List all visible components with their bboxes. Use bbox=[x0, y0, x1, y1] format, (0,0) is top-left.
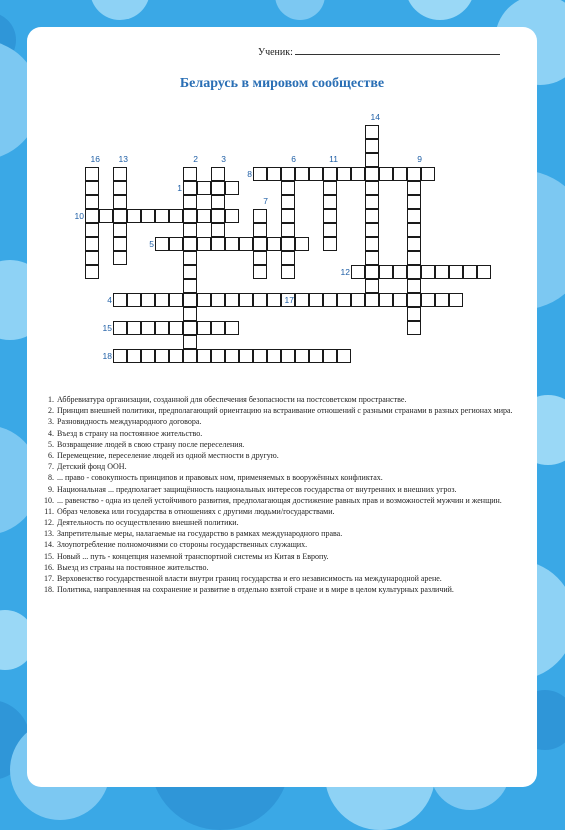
clue-item-text: Запретительные меры, налагаемые на государство в рамках международного права. bbox=[57, 529, 343, 539]
clue-item-text: Перемещение, переселение людей из одной местности в другую. bbox=[57, 450, 279, 460]
clue-number-label: 2 bbox=[193, 154, 198, 164]
clue-item bbox=[37, 406, 522, 415]
crossword-cell[interactable] bbox=[407, 293, 421, 307]
crossword-cell[interactable] bbox=[365, 209, 379, 223]
clue-number-label: 4 bbox=[107, 295, 112, 305]
clue-item bbox=[37, 395, 522, 404]
crossword-cell[interactable] bbox=[127, 293, 141, 307]
crossword-cell[interactable] bbox=[197, 237, 211, 251]
crossword-cell[interactable] bbox=[85, 167, 99, 181]
clue-item-text: Возвращение людей в свою страну после переселения. bbox=[57, 439, 245, 449]
clue-item-number: 15. bbox=[44, 551, 54, 561]
crossword-cell[interactable] bbox=[183, 321, 197, 335]
clue-item-number: 13. bbox=[44, 529, 54, 539]
clue-item-number: 10. bbox=[44, 495, 54, 505]
crossword-cell[interactable] bbox=[239, 237, 253, 251]
clue-item-number: 16. bbox=[44, 562, 54, 572]
clue-item-number: 6. bbox=[48, 450, 54, 460]
crossword-cell[interactable] bbox=[477, 265, 491, 279]
crossword-cell[interactable] bbox=[365, 139, 379, 153]
crossword-cell[interactable] bbox=[211, 293, 225, 307]
clue-item bbox=[37, 473, 522, 482]
crossword-cell[interactable] bbox=[211, 181, 225, 195]
crossword-cell[interactable] bbox=[239, 293, 253, 307]
crossword-cell[interactable] bbox=[113, 167, 127, 181]
clue-item bbox=[37, 540, 522, 549]
clue-item-text: Новый ... путь - концепция наземной транспортной системы из Китая в Европу. bbox=[57, 551, 329, 561]
clue-number-label: 5 bbox=[149, 239, 154, 249]
clue-number-label: 6 bbox=[291, 154, 296, 164]
crossword-cell[interactable] bbox=[407, 321, 421, 335]
clue-item bbox=[37, 574, 522, 583]
crossword-cell[interactable] bbox=[183, 167, 197, 181]
crossword-cell[interactable] bbox=[197, 321, 211, 335]
crossword-cell[interactable] bbox=[113, 181, 127, 195]
page-title: Беларусь в мировом сообществе bbox=[179, 76, 385, 91]
clue-item bbox=[37, 552, 522, 561]
crossword-cell[interactable] bbox=[169, 237, 183, 251]
crossword-cell[interactable] bbox=[155, 237, 169, 251]
clue-item-number: 14. bbox=[44, 540, 54, 550]
crossword-cell[interactable] bbox=[407, 307, 421, 321]
crossword-cell[interactable] bbox=[211, 167, 225, 181]
crossword-cell[interactable] bbox=[407, 181, 421, 195]
crossword-cell[interactable] bbox=[253, 223, 267, 237]
crossword-cell[interactable] bbox=[407, 279, 421, 293]
crossword-cell[interactable] bbox=[85, 237, 99, 251]
crossword-cell[interactable] bbox=[379, 167, 393, 181]
crossword-cell[interactable] bbox=[113, 321, 127, 335]
crossword-cell[interactable] bbox=[365, 237, 379, 251]
crossword-cell[interactable] bbox=[211, 237, 225, 251]
clue-item bbox=[37, 585, 522, 594]
crossword-cell[interactable] bbox=[365, 251, 379, 265]
crossword-cell[interactable] bbox=[281, 209, 295, 223]
clue-item-text: ... равенство - одна из целей устойчивого развития, предполагающая достижение равных прав и возможностей мужчин и женщин. bbox=[57, 495, 502, 505]
crossword-cell[interactable] bbox=[239, 349, 253, 363]
crossword-cell[interactable] bbox=[85, 195, 99, 209]
clue-number-label: 1 bbox=[177, 183, 182, 193]
crossword-cell[interactable] bbox=[323, 223, 337, 237]
crossword-cell[interactable] bbox=[351, 167, 365, 181]
crossword-cell[interactable] bbox=[183, 251, 197, 265]
crossword-cell[interactable] bbox=[183, 307, 197, 321]
clue-number-label: 13 bbox=[118, 154, 128, 164]
crossword-cell[interactable] bbox=[211, 321, 225, 335]
crossword-cell[interactable] bbox=[379, 293, 393, 307]
clue-item-number: 4. bbox=[48, 428, 54, 438]
crossword-cell[interactable] bbox=[197, 209, 211, 223]
crossword-cell[interactable] bbox=[323, 293, 337, 307]
crossword-cell[interactable] bbox=[407, 265, 421, 279]
crossword-cell[interactable] bbox=[183, 279, 197, 293]
crossword-cell[interactable] bbox=[407, 209, 421, 223]
crossword-cell[interactable] bbox=[323, 349, 337, 363]
crossword-cell[interactable] bbox=[435, 265, 449, 279]
clue-item-text: Верховенство государственной власти внутри границ государства и его независимость на международной арене. bbox=[57, 574, 442, 583]
crossword-cell[interactable] bbox=[393, 293, 407, 307]
crossword-cell[interactable] bbox=[253, 293, 267, 307]
crossword-cell[interactable] bbox=[295, 349, 309, 363]
crossword-cell[interactable] bbox=[309, 293, 323, 307]
clue-number-label: 12 bbox=[340, 267, 350, 277]
crossword-cell[interactable] bbox=[225, 181, 239, 195]
crossword-cell[interactable] bbox=[267, 237, 281, 251]
crossword-cell[interactable] bbox=[225, 349, 239, 363]
clue-item-number: 17. bbox=[44, 574, 54, 583]
crossword-cell[interactable] bbox=[85, 265, 99, 279]
crossword-cell[interactable] bbox=[127, 209, 141, 223]
crossword-cell[interactable] bbox=[379, 265, 393, 279]
crossword-cell[interactable] bbox=[211, 209, 225, 223]
crossword-grid bbox=[0, 0, 565, 400]
crossword-cell[interactable] bbox=[435, 293, 449, 307]
clue-number-label: 3 bbox=[221, 154, 226, 164]
clue-item-number: 2. bbox=[48, 406, 54, 416]
crossword-cell[interactable] bbox=[113, 251, 127, 265]
crossword-cell[interactable] bbox=[393, 167, 407, 181]
clue-item bbox=[37, 518, 522, 527]
crossword-cell[interactable] bbox=[183, 293, 197, 307]
crossword-cell[interactable] bbox=[211, 195, 225, 209]
crossword-cell[interactable] bbox=[127, 349, 141, 363]
crossword-cell[interactable] bbox=[281, 223, 295, 237]
clue-item bbox=[37, 462, 522, 471]
crossword-cell[interactable] bbox=[183, 335, 197, 349]
crossword-cell[interactable] bbox=[113, 209, 127, 223]
crossword-cell[interactable] bbox=[407, 223, 421, 237]
crossword-cell[interactable] bbox=[365, 195, 379, 209]
crossword-cell[interactable] bbox=[169, 209, 183, 223]
crossword-cell[interactable] bbox=[295, 293, 309, 307]
crossword-cell[interactable] bbox=[141, 293, 155, 307]
clue-item-number: 7. bbox=[48, 462, 54, 472]
crossword-cell[interactable] bbox=[295, 167, 309, 181]
clue-item-number: 11. bbox=[44, 506, 54, 516]
clue-item bbox=[37, 529, 522, 538]
clue-item-text: Политика, направленная на сохранение и развитие в отдельно взятой стране и в мире в целом культурных различий. bbox=[57, 585, 454, 595]
crossword-cell[interactable] bbox=[155, 349, 169, 363]
clue-number-label: 10 bbox=[74, 211, 84, 221]
crossword-cell[interactable] bbox=[407, 251, 421, 265]
clue-item bbox=[37, 429, 522, 438]
crossword-cell[interactable] bbox=[155, 321, 169, 335]
crossword-cell[interactable] bbox=[365, 279, 379, 293]
clue-item-text: Детский фонд ООН. bbox=[57, 462, 127, 472]
crossword-cell[interactable] bbox=[365, 167, 379, 181]
clue-item-text: Злоупотребление полномочиями со стороны государственных служащих. bbox=[57, 540, 308, 550]
crossword-cell[interactable] bbox=[393, 265, 407, 279]
crossword-cell[interactable] bbox=[253, 349, 267, 363]
crossword-cell[interactable] bbox=[407, 237, 421, 251]
crossword-cell[interactable] bbox=[169, 293, 183, 307]
clue-item bbox=[37, 496, 522, 505]
crossword-cell[interactable] bbox=[225, 293, 239, 307]
crossword-cell[interactable] bbox=[113, 223, 127, 237]
clue-item-number: 9. bbox=[48, 484, 54, 494]
crossword-cell[interactable] bbox=[281, 181, 295, 195]
crossword-cell[interactable] bbox=[85, 251, 99, 265]
crossword-cell[interactable] bbox=[449, 293, 463, 307]
crossword-cell[interactable] bbox=[323, 167, 337, 181]
crossword-cell[interactable] bbox=[267, 349, 281, 363]
clue-item-number: 18. bbox=[44, 585, 54, 595]
crossword-cell[interactable] bbox=[141, 321, 155, 335]
crossword-cell[interactable] bbox=[127, 321, 141, 335]
crossword-cell[interactable] bbox=[421, 265, 435, 279]
crossword-cell[interactable] bbox=[141, 209, 155, 223]
student-label: Ученик: bbox=[258, 47, 293, 58]
clue-item-text: Въезд в страну на постоянное жительство. bbox=[57, 428, 203, 438]
crossword-cell[interactable] bbox=[183, 209, 197, 223]
clue-number-label: 9 bbox=[417, 154, 422, 164]
clue-item-number: 12. bbox=[44, 518, 54, 528]
clue-item-text: ... право - совокупность принципов и правовых ном, применяемых в вооружённых конфликтах. bbox=[57, 473, 383, 483]
crossword-cell[interactable] bbox=[323, 209, 337, 223]
crossword-cell[interactable] bbox=[281, 237, 295, 251]
clue-number-label: 15 bbox=[102, 323, 112, 333]
crossword-cell[interactable] bbox=[141, 349, 155, 363]
crossword-cell[interactable] bbox=[113, 237, 127, 251]
clue-item-text: Выезд из страны на постоянное жительство. bbox=[57, 562, 209, 572]
crossword-cell[interactable] bbox=[267, 167, 281, 181]
crossword-cell[interactable] bbox=[197, 349, 211, 363]
crossword-cell[interactable] bbox=[323, 237, 337, 251]
clue-item-text: Аббревиатура организации, созданной для обеспечения безопасности на постсоветском пространстве. bbox=[57, 395, 407, 404]
crossword-cell[interactable] bbox=[365, 153, 379, 167]
clue-item bbox=[37, 563, 522, 572]
crossword-cell[interactable] bbox=[253, 237, 267, 251]
clue-item-number: 1. bbox=[48, 395, 54, 404]
crossword-cell[interactable] bbox=[253, 209, 267, 223]
crossword-cell[interactable] bbox=[337, 293, 351, 307]
crossword-cell[interactable] bbox=[225, 237, 239, 251]
crossword-cell[interactable] bbox=[211, 223, 225, 237]
clue-number-label: 7 bbox=[263, 196, 268, 206]
crossword-cell[interactable] bbox=[155, 293, 169, 307]
crossword-cell[interactable] bbox=[169, 321, 183, 335]
crossword-cell[interactable] bbox=[421, 167, 435, 181]
clue-item-text: Национальная ... предполагает защищённость национальных интересов государства от внутренних и внешних угроз. bbox=[57, 484, 457, 494]
crossword-cell[interactable] bbox=[183, 181, 197, 195]
crossword-cell[interactable] bbox=[449, 265, 463, 279]
clue-item bbox=[37, 485, 522, 494]
clue-number-label: 8 bbox=[247, 169, 252, 179]
crossword-cell[interactable] bbox=[211, 349, 225, 363]
crossword-cell[interactable] bbox=[407, 167, 421, 181]
clue-item-text: Деятельность по осуществлению внешней политики. bbox=[57, 518, 239, 528]
crossword-cell[interactable] bbox=[365, 181, 379, 195]
crossword-cell[interactable] bbox=[281, 265, 295, 279]
crossword-cell[interactable] bbox=[351, 265, 365, 279]
crossword-cell[interactable] bbox=[309, 167, 323, 181]
clue-item-number: 5. bbox=[48, 439, 54, 449]
crossword-cell[interactable] bbox=[169, 349, 183, 363]
crossword-cell[interactable] bbox=[309, 349, 323, 363]
crossword-cell[interactable] bbox=[253, 167, 267, 181]
crossword-cell[interactable] bbox=[407, 195, 421, 209]
crossword-cell[interactable] bbox=[253, 251, 267, 265]
clue-item-text: Разновидность международного договора. bbox=[57, 417, 202, 427]
clue-item-text: Образ человека или государства в отношениях с другими людьми/государствами. bbox=[57, 506, 335, 516]
clue-item bbox=[37, 440, 522, 449]
clue-item bbox=[37, 507, 522, 516]
clue-item bbox=[37, 451, 522, 460]
crossword-cell[interactable] bbox=[295, 237, 309, 251]
crossword-cell[interactable] bbox=[225, 209, 239, 223]
crossword-cell[interactable] bbox=[183, 195, 197, 209]
crossword-cell[interactable] bbox=[421, 293, 435, 307]
crossword-cell[interactable] bbox=[183, 237, 197, 251]
crossword-cell[interactable] bbox=[351, 293, 365, 307]
clue-item-text: Принцип внешней политики, предполагающий ориентацию на встраивание отношений с разными странами в разных регионах мира. bbox=[57, 406, 513, 416]
crossword-cell[interactable] bbox=[463, 265, 477, 279]
crossword-cell[interactable] bbox=[85, 223, 99, 237]
crossword-cell[interactable] bbox=[365, 293, 379, 307]
crossword-cell[interactable] bbox=[113, 195, 127, 209]
crossword-cell[interactable] bbox=[225, 321, 239, 335]
crossword-cell[interactable] bbox=[365, 125, 379, 139]
crossword-cell[interactable] bbox=[85, 181, 99, 195]
clue-number-label: 11 bbox=[329, 154, 338, 164]
crossword-cell[interactable] bbox=[281, 167, 295, 181]
crossword-cell[interactable] bbox=[197, 293, 211, 307]
clue-number-label: 18 bbox=[102, 351, 112, 361]
crossword-cell[interactable] bbox=[155, 209, 169, 223]
crossword-cell[interactable] bbox=[281, 195, 295, 209]
crossword-cell[interactable] bbox=[113, 349, 127, 363]
clue-list bbox=[37, 395, 522, 596]
crossword-cell[interactable] bbox=[197, 181, 211, 195]
crossword-cell[interactable] bbox=[99, 209, 113, 223]
crossword-cell[interactable] bbox=[183, 265, 197, 279]
crossword-cell[interactable] bbox=[183, 349, 197, 363]
crossword-cell[interactable] bbox=[323, 181, 337, 195]
crossword-cell[interactable] bbox=[337, 167, 351, 181]
clue-number-label: 17 bbox=[284, 295, 294, 305]
clue-number-label: 14 bbox=[370, 112, 380, 122]
crossword-cell[interactable] bbox=[281, 349, 295, 363]
crossword-cell[interactable] bbox=[365, 265, 379, 279]
clue-number-label: 16 bbox=[90, 154, 100, 164]
clue-item-number: 8. bbox=[48, 473, 54, 483]
crossword-cell[interactable] bbox=[113, 293, 127, 307]
crossword-cell[interactable] bbox=[85, 209, 99, 223]
clue-item-number: 3. bbox=[48, 417, 54, 427]
crossword-cell[interactable] bbox=[183, 223, 197, 237]
crossword-cell[interactable] bbox=[253, 265, 267, 279]
clue-item bbox=[37, 417, 522, 426]
crossword-cell[interactable] bbox=[365, 223, 379, 237]
crossword-cell[interactable] bbox=[323, 195, 337, 209]
crossword-cell[interactable] bbox=[281, 251, 295, 265]
crossword-cell[interactable] bbox=[337, 349, 351, 363]
